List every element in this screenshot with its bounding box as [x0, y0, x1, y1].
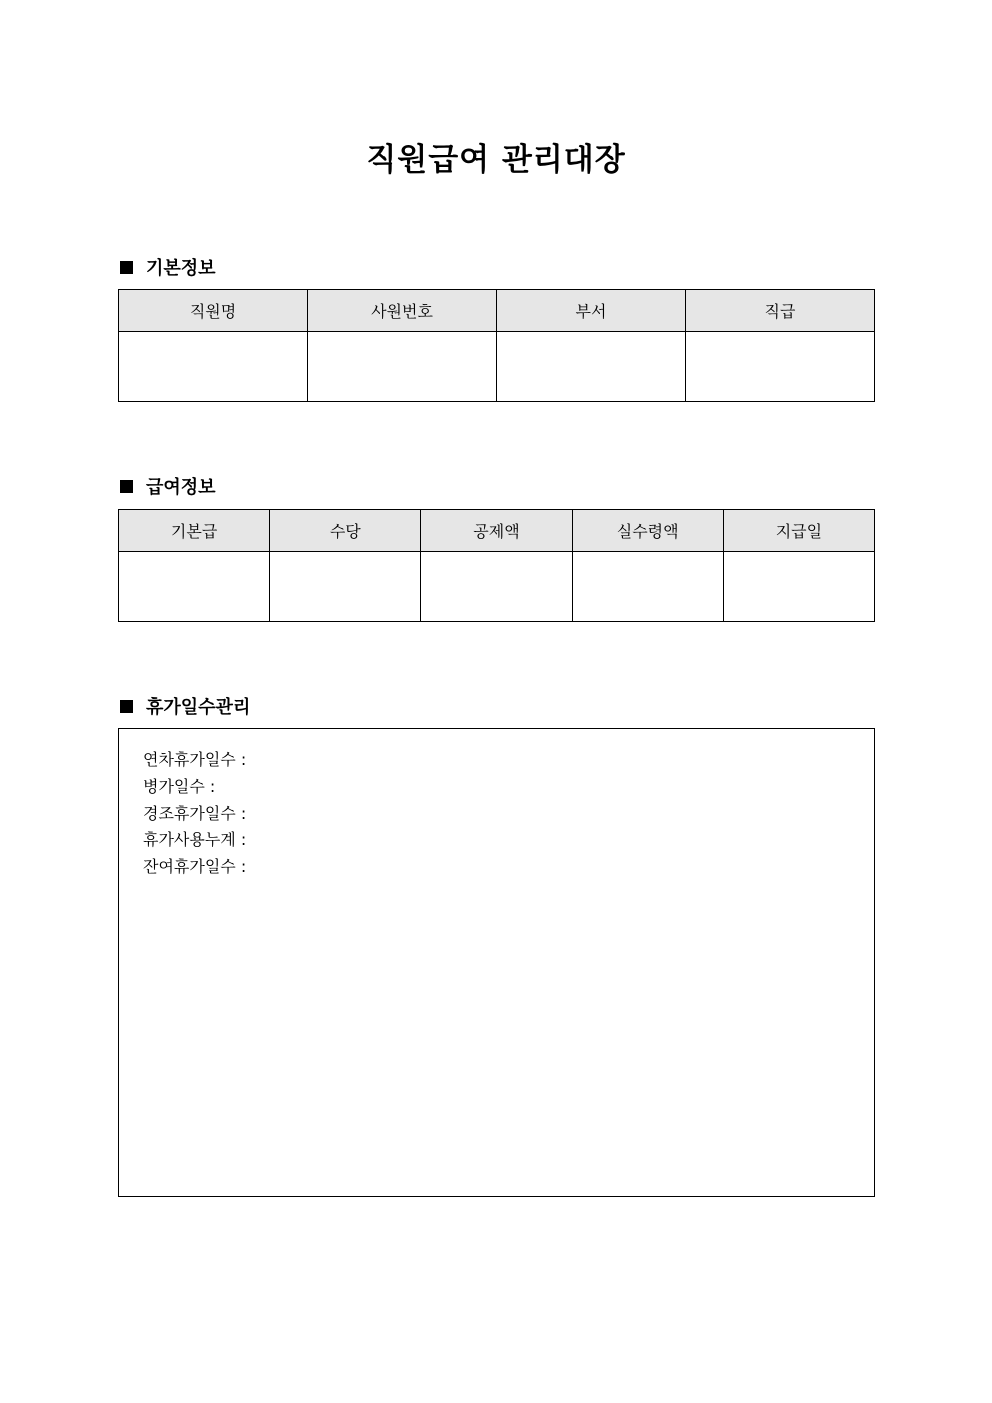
allowance-cell[interactable] [270, 552, 421, 622]
section-heading-basic [120, 254, 216, 280]
table-header-row [119, 510, 875, 552]
deduction-cell[interactable] [421, 552, 572, 622]
section-heading-basic-label: 기본정보 [146, 258, 216, 279]
list-item-leave-used-total: 휴가사용누계 : [143, 830, 247, 850]
section-heading-leave-label: 휴가일수관리 [146, 697, 251, 718]
section-heading-leave [120, 693, 250, 719]
table-header-row [119, 290, 875, 332]
column-header-deduction: 공제액 [421, 510, 572, 552]
leave-item-list [143, 747, 246, 881]
pay-date-cell[interactable] [723, 552, 874, 622]
position-cell[interactable] [686, 332, 875, 402]
employee-name-cell[interactable] [119, 332, 308, 402]
list-item-sick-leave: 병가일수 : [143, 776, 216, 796]
column-header-department: 부서 [497, 290, 686, 332]
column-header-employee-number: 사원번호 [308, 290, 497, 332]
salary-info-table [118, 509, 875, 622]
list-item-remaining-leave: 잔여휴가일수 : [143, 857, 247, 877]
section-heading-salary-label: 급여정보 [146, 477, 216, 498]
column-header-allowance: 수당 [270, 510, 421, 552]
table-row [119, 332, 875, 402]
square-bullet-icon [120, 700, 133, 713]
column-header-employee-name: 직원명 [119, 290, 308, 332]
employee-number-cell[interactable] [308, 332, 497, 402]
basic-info-table [118, 289, 875, 402]
leave-management-box[interactable] [118, 728, 875, 1197]
square-bullet-icon [120, 480, 133, 493]
page-title: 직원급여 관리대장 [366, 142, 626, 178]
section-heading-salary [120, 473, 216, 499]
base-pay-cell[interactable] [119, 552, 270, 622]
square-bullet-icon [120, 261, 133, 274]
column-header-position: 직급 [686, 290, 875, 332]
column-header-base-pay: 기본급 [119, 510, 270, 552]
column-header-net-pay: 실수령액 [572, 510, 723, 552]
column-header-pay-date: 지급일 [723, 510, 874, 552]
list-item-family-event-leave: 경조휴가일수 : [143, 803, 247, 823]
department-cell[interactable] [497, 332, 686, 402]
list-item-annual-leave: 연차휴가일수 : [143, 750, 247, 769]
table-row [119, 552, 875, 622]
net-pay-cell[interactable] [572, 552, 723, 622]
